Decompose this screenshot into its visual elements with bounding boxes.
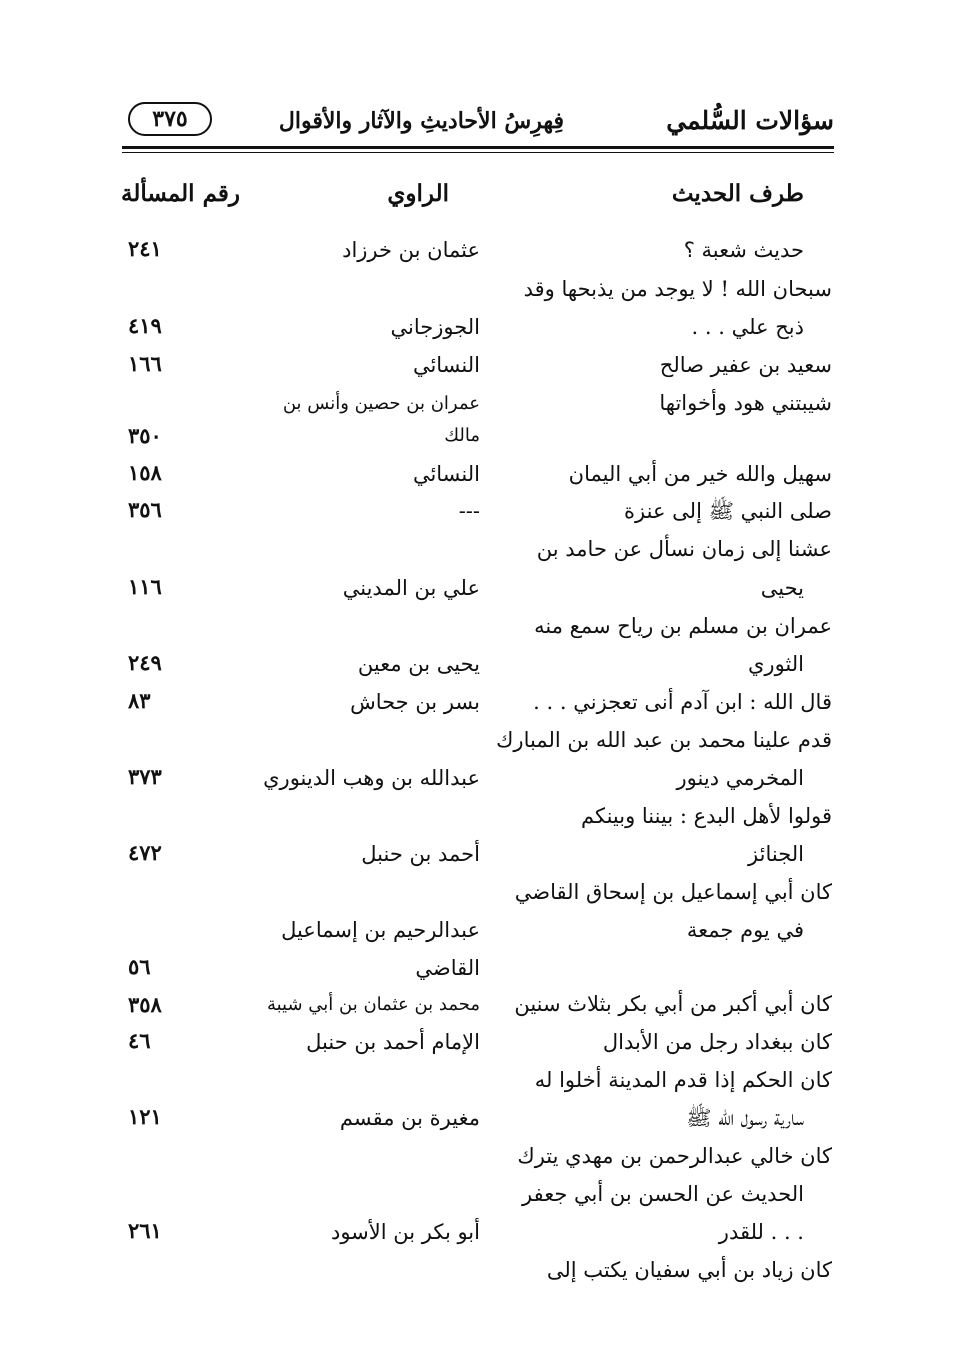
- rawi-line: عبدالرحيم بن إسماعيل: [281, 918, 480, 942]
- question-number: ٢٤١: [128, 236, 162, 261]
- hadith-line: كان ببغداد رجل من الأبدال: [602, 1030, 832, 1054]
- question-number: ١٥٨: [128, 460, 162, 485]
- hadith-line: قال الله : ابن آدم أنى تعجزني . . .: [533, 690, 832, 714]
- column-header-rawi: الراوي: [387, 180, 449, 207]
- hadith-line: قدم علينا محمد بن عبد الله بن المبارك: [496, 728, 832, 752]
- hadith-line: عشنا إلى زمان نسأل عن حامد بن: [536, 537, 832, 561]
- question-number: ٨٣: [128, 688, 151, 713]
- hadith-line: قولوا لأهل البدع : بيننا وبينكم: [581, 804, 832, 828]
- question-number: ٤٧٢: [128, 840, 162, 865]
- question-number: ٣٥٨: [128, 992, 162, 1017]
- question-number: ٣٥٦: [128, 497, 162, 522]
- hadith-line: سهيل والله خير من أبي اليمان: [568, 462, 832, 486]
- question-number: ٢٤٩: [128, 650, 162, 675]
- section-title: فِهرِسُ الأحاديثِ والآثار والأقوال: [278, 108, 564, 134]
- rawi-line: عثمان بن خرزاد: [342, 238, 480, 262]
- hadith-line: ذبح علي . . .: [691, 315, 804, 339]
- question-number: ١١٦: [128, 574, 162, 599]
- rawi-line: محمد بن عثمان بن أبي شيبة: [266, 994, 480, 1015]
- hadith-line: كان أبي أكبر من أبي بكر بثلاث سنين: [514, 992, 832, 1016]
- question-number: ١٦٦: [128, 351, 162, 376]
- hadith-line: حديث شعبة ؟: [683, 238, 804, 262]
- hadith-line: سعيد بن عفير صالح: [659, 353, 832, 377]
- header-rule-thick: [122, 146, 834, 149]
- rawi-line: ---: [458, 499, 480, 523]
- rawi-line: يحيى بن معين: [357, 652, 480, 676]
- hadith-line: سبحان الله ! لا يوجد من يذبحها وقد: [523, 277, 832, 301]
- page-header: [120, 100, 834, 144]
- column-header-hadith: طرف الحديث: [671, 180, 804, 207]
- question-number: ٤٦: [128, 1028, 151, 1053]
- hadith-line: الجنائز: [748, 842, 804, 866]
- hadith-line: المخرمي دينور: [676, 766, 804, 790]
- rawi-line: النسائي: [412, 462, 480, 486]
- book-title: سؤالات السُّلمي: [666, 106, 834, 135]
- hadith-line: . . . للقدر: [718, 1220, 804, 1244]
- rawi-line: الإمام أحمد بن حنبل: [306, 1030, 480, 1054]
- rawi-line: مالك: [444, 425, 480, 446]
- rawi-line: مغيرة بن مقسم: [339, 1106, 480, 1130]
- rawi-line: أبو بكر بن الأسود: [330, 1220, 480, 1244]
- hadith-line: كان أبي إسماعيل بن إسحاق القاضي: [514, 880, 832, 904]
- hadith-line: كان خالي عبدالرحمن بن مهدي يترك: [517, 1144, 832, 1168]
- hadith-line: في يوم جمعة: [686, 918, 804, 942]
- question-number: ٣٥٠: [128, 423, 162, 448]
- rawi-line: الجوزجاني: [390, 315, 480, 339]
- question-number: ١٢١: [128, 1104, 162, 1129]
- rawi-line: علي بن المديني: [342, 576, 480, 600]
- rawi-line: عبدالله بن وهب الدينوري: [263, 766, 480, 790]
- hadith-line: عمران بن مسلم بن رياح سمع منه: [534, 614, 832, 638]
- question-number: ٤١٩: [128, 313, 162, 338]
- rawi-line: بسر بن جحاش: [350, 690, 480, 714]
- hadith-line: شيبتني هود وأخواتها: [659, 391, 832, 415]
- rawi-line: أحمد بن حنبل: [361, 842, 480, 866]
- question-number: ٣٧٣: [128, 764, 162, 789]
- column-header-number: رقم المسألة: [121, 180, 240, 207]
- question-number: ٢٦١: [128, 1218, 162, 1243]
- rawi-line: النسائي: [412, 353, 480, 377]
- rawi-line: القاضي: [415, 956, 480, 980]
- hadith-line: كان الحكم إذا قدم المدينة أخلوا له: [534, 1068, 832, 1092]
- hadith-line: الحديث عن الحسن بن أبي جعفر: [521, 1182, 804, 1206]
- page-number-badge: ٣٧٥: [128, 102, 212, 136]
- hadith-line: سارية رسول الله ﷺ: [686, 1106, 804, 1130]
- hadith-line: كان زياد بن أبي سفيان يكتب إلى: [546, 1258, 832, 1282]
- header-rule-thin: [122, 152, 834, 153]
- hadith-line: يحيى: [760, 576, 804, 600]
- question-number: ٥٦: [128, 954, 151, 979]
- rawi-line: عمران بن حصين وأنس بن: [282, 393, 480, 414]
- hadith-line: الثوري: [748, 652, 804, 676]
- hadith-line: صلى النبي ﷺ إلى عنزة: [624, 499, 832, 523]
